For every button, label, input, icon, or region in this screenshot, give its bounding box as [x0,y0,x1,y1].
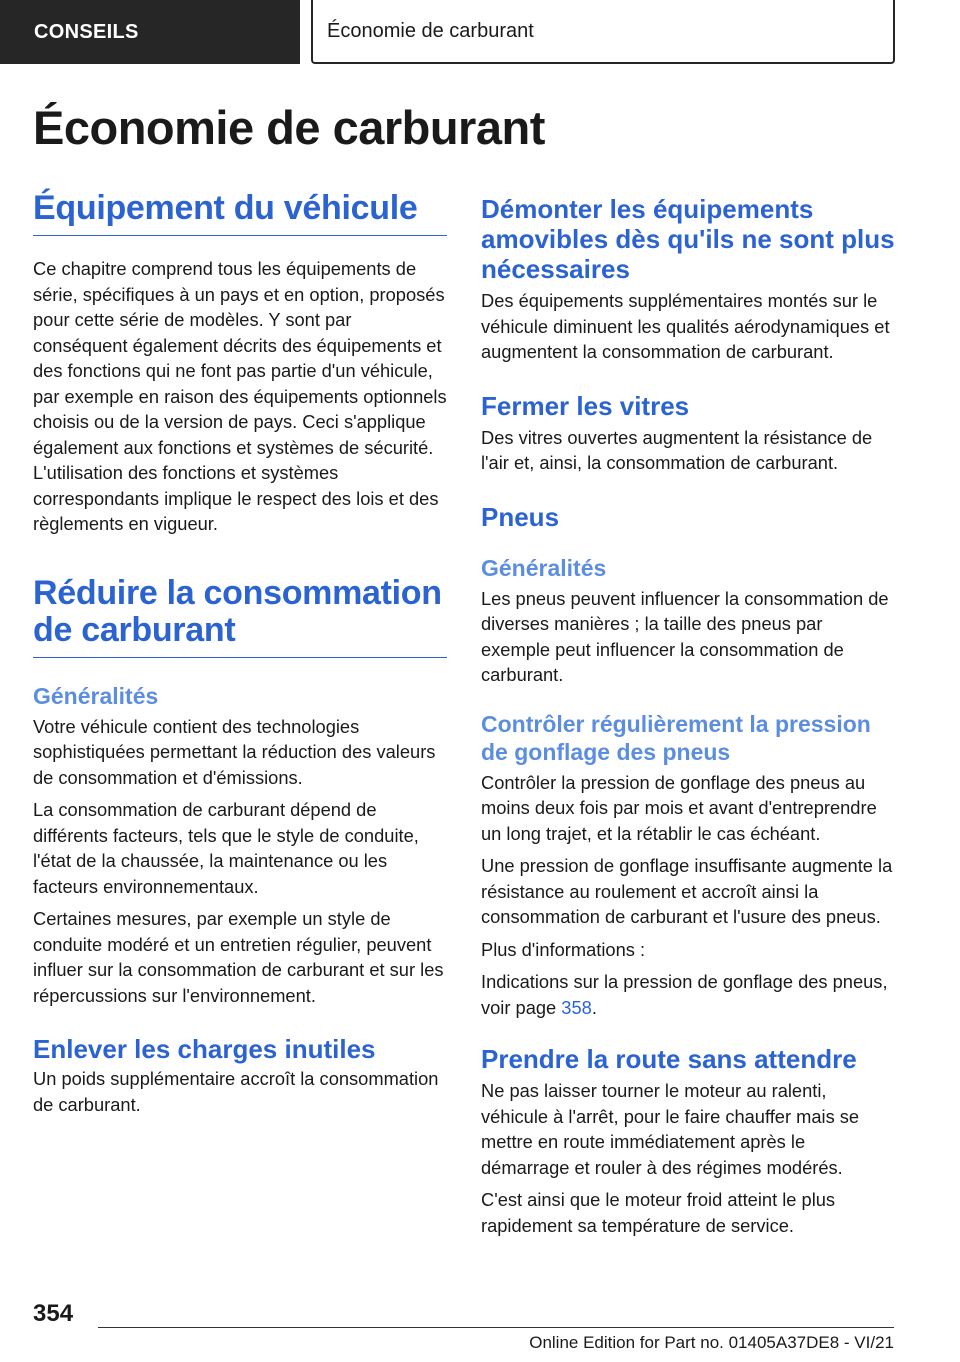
paragraph: Certaines mesures, par exemple un style de conduite modéré et un entretien régulier, peuvent influer sur la consommation de carburant et sur les répercussions sur l'environnement. [33,908,444,1006]
heading-reduire-consommation: Réduire la consommation de carburant [33,573,442,649]
heading-pneus: Pneus [481,501,560,532]
paragraph: Des vitres ouvertes augmentent la résistance de l'air et, ainsi, la consommation de carburant. [481,426,873,473]
subheading-generalites: Généralités [33,682,159,709]
page-number: 354 [33,1300,74,1327]
footer-edition-text: Online Edition for Part no. 01405A37DE8 - VI/21 [529,1333,894,1352]
paragraph-with-page-reference [481,969,896,1020]
paragraph: Ce chapitre comprend tous les équipements de série, spécifiques à un pays et en option, proposés pour cette série de modèles. Y sont par conséquent également décrits des équipements et des fonctions qui ne font pas partie d'un véhicule, par exemple en raison des équipements optionnels choisis ou de la version de pays. Ceci s'applique également aux fonctions et systèmes de sécurité. L'utilisation des fonctions et systèmes correspondants implique le respect des lois et des règlements en vigueur. [33,258,447,534]
paragraph: Des équipements supplémentaires montés sur le véhicule diminuent les qualités aérodynamiques et augmentent la consommation de carburant. [481,290,890,362]
heading-prendre-route: Prendre la route sans attendre [481,1044,857,1074]
paragraph: Les pneus peuvent influencer la consommation de diverses manières ; la taille des pneus par exemple peut influencer la consommation de carburant. [481,587,889,685]
paragraph: La consommation de carburant dépend de différents facteurs, tels que le style de conduite, l'état de la chaussée, la maintenance ou les facteurs environnementaux. [33,799,419,897]
left-column [33,190,447,1117]
paragraph: Ne pas laisser tourner le moteur au ralenti, véhicule à l'arrêt, pour le faire chauffer mais se mettre en route immédiatement après le démarrage et rouler à des régimes modérés. [481,1080,860,1178]
reference-end: . [591,996,597,1018]
paragraph: Un poids supplémentaire accroît la consommation de carburant. [33,1068,439,1115]
subheading-controler-pression: Contrôler régulièrement la pression de gonflage des pneus [481,710,871,765]
paragraph: Plus d'informations : [481,938,646,960]
right-column [481,194,896,1238]
heading-enlever-charges: Enlever les charges inutiles [33,1034,376,1064]
paragraph: Une pression de gonflage insuffisante augmente la résistance au roulement et accroît ainsi la consommation de carburant et l'usure des pneus. [481,855,893,927]
subheading-generalites: Généralités [481,554,607,581]
heading-demonter-equipements: Démonter les équipements amovibles dès qu'ils ne sont plus nécessaires [481,194,895,284]
paragraph: Contrôler la pression de gonflage des pneus au moins deux fois par mois et avant d'entreprendre un long trajet, et la rétablir le cas échéant. [481,771,877,844]
page-link-358[interactable]: 358 [561,996,592,1018]
footer-rule [98,1327,894,1328]
header-section-tab: CONSEILS [0,0,300,64]
heading-fermer-vitres: Fermer les vitres [481,390,690,421]
paragraph: Votre véhicule contient des technologies sophistiquées permettant la réduction des valeurs de consommation et d'émissions. [33,715,436,788]
paragraph: C'est ainsi que le moteur froid atteint le plus rapidement sa température de service. [481,1189,836,1236]
page-title: Économie de carburant [33,101,545,154]
reference-text: Indications sur la pression de gonflage des pneus, voir page [481,971,888,1018]
header-chapter-label: Économie de carburant [311,0,895,64]
heading-equipement: Équipement du véhicule [33,189,418,227]
